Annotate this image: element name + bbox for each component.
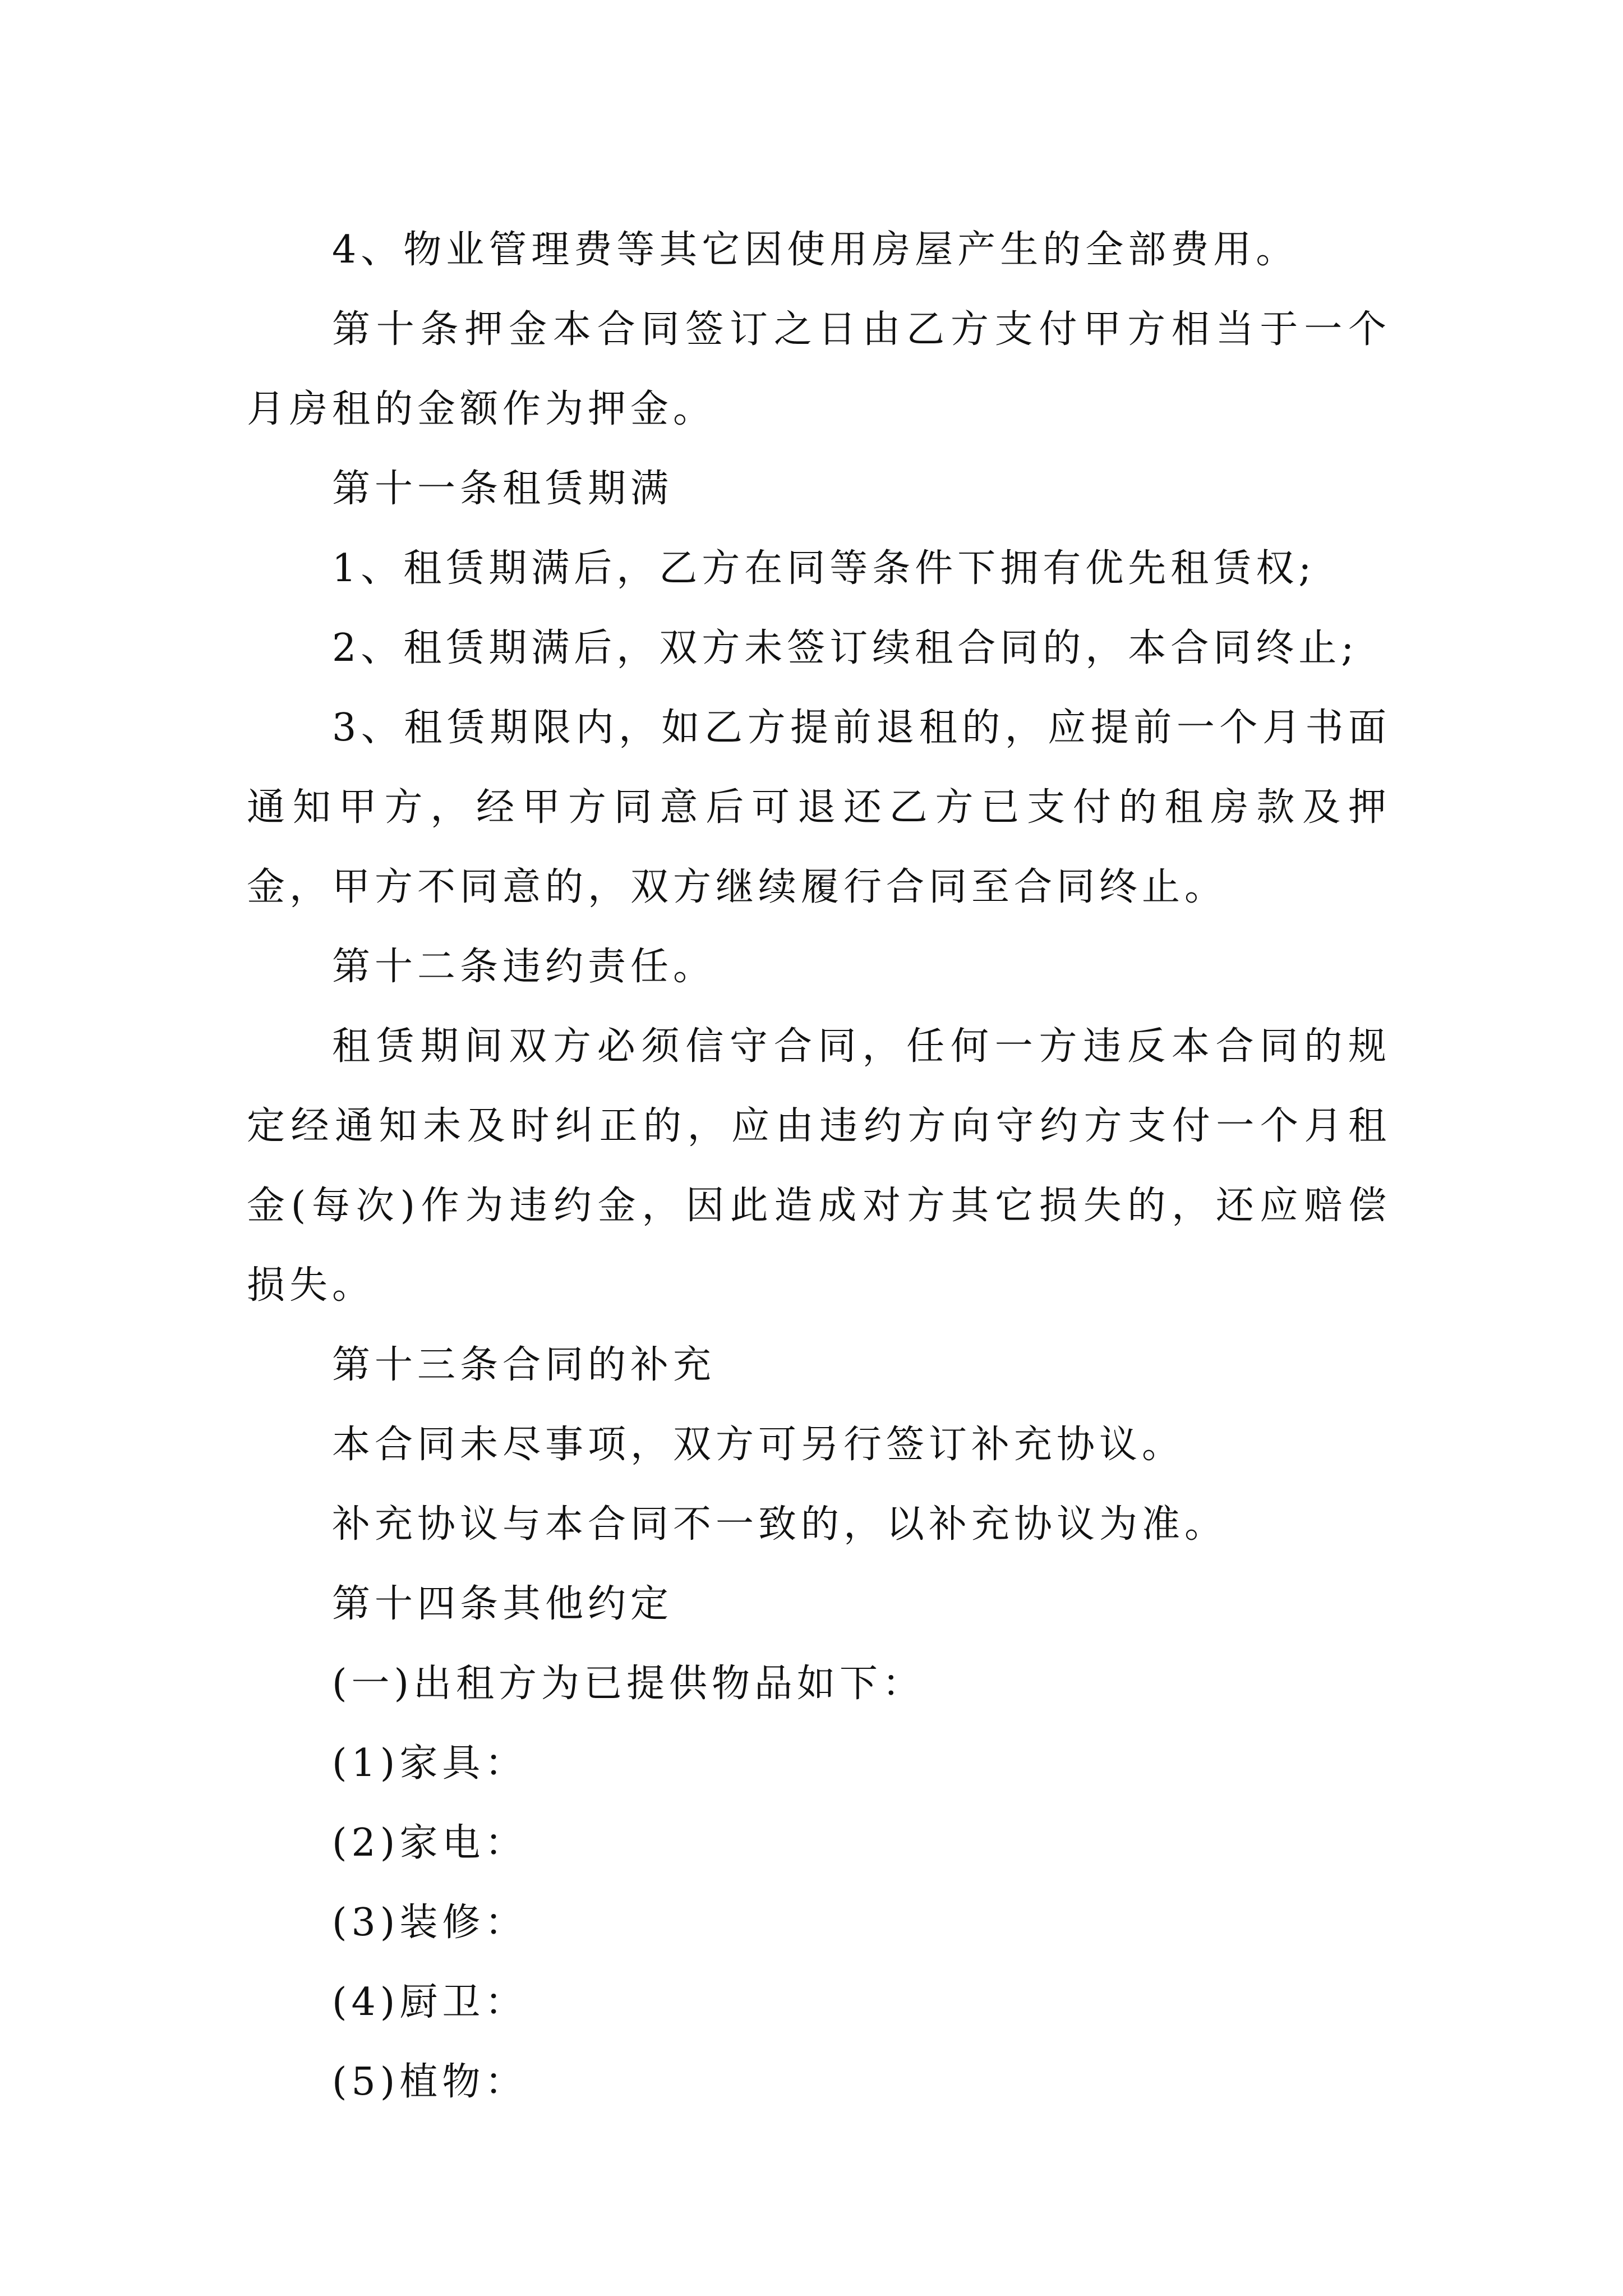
heading-article-14: 第十四条其他约定 xyxy=(332,1582,674,1626)
paragraph-article-11-item-2: 2、租赁期满后，双方未签订续租合同的，本合同终止; xyxy=(332,626,1359,670)
list-item-appliances: (2)家电： xyxy=(332,1821,528,1865)
paragraph-article-13-precedence: 补充协议与本合同不一致的，以补充协议为准。 xyxy=(332,1502,1228,1547)
paragraph-article-13-supplement: 本合同未尽事项，双方可另行签订补充协议。 xyxy=(332,1423,1185,1467)
paragraph-article-12-breach: 租赁期间双方必须信守合同，任何一方违反本合同的规定经通知未及时纠正的，应由违约方向守约方支付一个月租金(每次)作为违约金，因此造成对方其它损失的，还应赔偿损失。 xyxy=(247,1024,1391,1308)
paragraph-article-11-item-1: 1、租赁期满后，乙方在同等条件下拥有优先租赁权; xyxy=(332,546,1316,591)
list-item-plants: (5)植物： xyxy=(332,2060,528,2104)
paragraph-article-10-deposit: 第十条押金本合同签订之日由乙方支付甲方相当于一个月房租的金额作为押金。 xyxy=(247,307,1391,431)
heading-article-11: 第十一条租赁期满 xyxy=(332,467,674,511)
heading-article-13: 第十三条合同的补充 xyxy=(332,1343,716,1387)
heading-article-12: 第十二条违约责任。 xyxy=(332,945,716,989)
paragraph-fee-item-4: 4、物业管理费等其它因使用房屋产生的全部费用。 xyxy=(332,228,1299,272)
paragraph-article-11-item-3: 3、租赁期限内，如乙方提前退租的，应提前一个月书面通知甲方，经甲方同意后可退还乙方已支付的租房款及押金，甲方不同意的，双方继续履行合同至合同终止。 xyxy=(247,706,1391,909)
document-body xyxy=(247,210,1391,2122)
list-item-kitchen-bath: (4)厨卫： xyxy=(332,1980,528,2024)
list-item-decoration: (3)装修： xyxy=(332,1901,528,1945)
paragraph-provided-items: (一)出租方为已提供物品如下： xyxy=(332,1662,925,1706)
list-item-furniture: (1)家具： xyxy=(332,1741,528,1786)
